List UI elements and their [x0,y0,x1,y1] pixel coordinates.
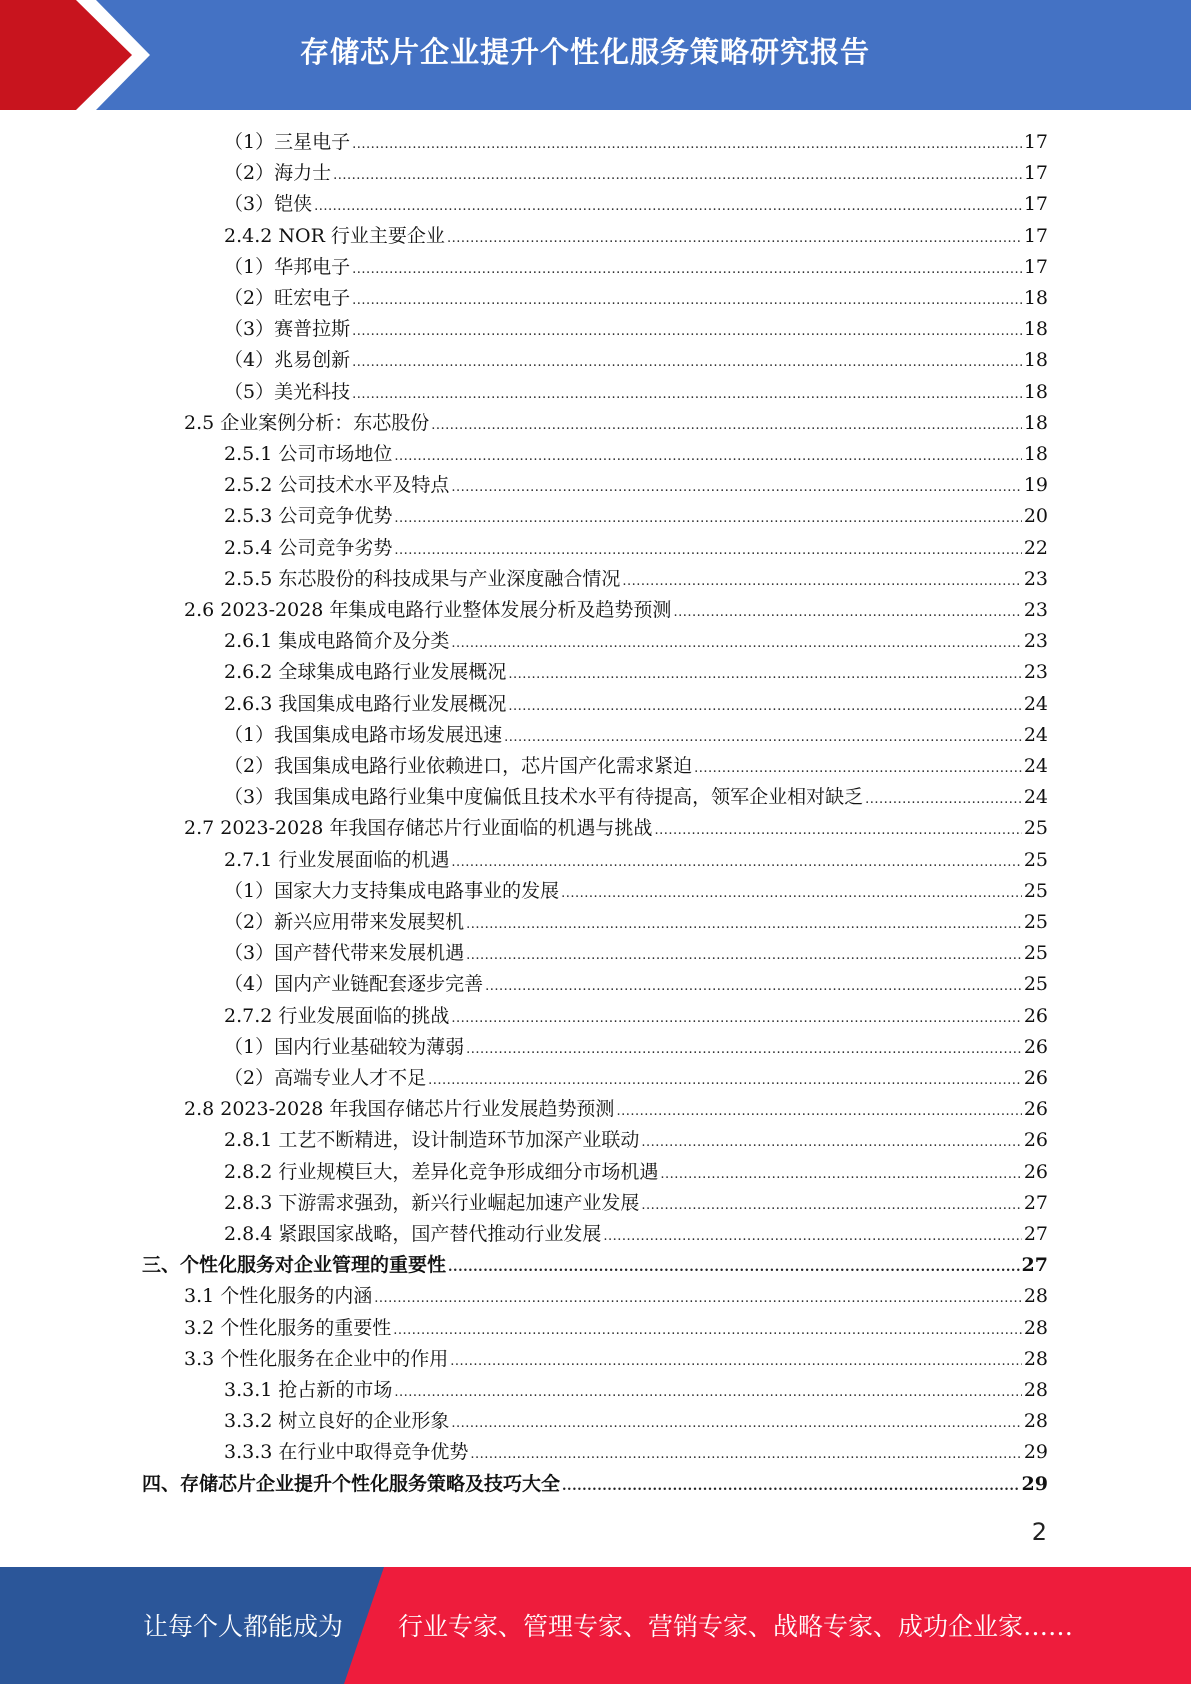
toc-entry-page: 18 [1023,318,1048,340]
toc-dot-leader [504,722,1022,753]
toc-entry[interactable] [224,501,1048,532]
toc-entry-page: 25 [1023,849,1048,871]
toc-entry-page: 29 [1023,1441,1048,1463]
toc-entry-page: 18 [1023,381,1048,403]
toc-entry-label: 3.3.3 在行业中取得竞争优势 [224,1441,469,1463]
toc-entry-page: 26 [1023,1161,1048,1183]
toc-entry-page: 24 [1023,755,1048,777]
toc-entry-label: （2）新兴应用带来发展契机 [224,911,465,933]
toc-dot-leader [654,815,1021,846]
toc-entry-label: （3）国产替代带来发展机遇 [224,942,465,964]
toc-entry-label: （2）我国集成电路行业依赖进口，芯片国产化需求紧迫 [224,755,693,777]
toc-dot-leader [660,1159,1021,1190]
toc-entry[interactable] [224,314,1048,345]
toc-entry-label: 2.4.2 NOR 行业主要企业 [224,225,445,247]
toc-dot-leader [352,316,1022,347]
toc-dot-leader [466,940,1022,971]
toc-entry-page: 27 [1023,1223,1048,1245]
toc-entry[interactable] [224,1406,1048,1437]
toc-entry[interactable] [224,439,1048,470]
toc-dot-leader [562,1471,1020,1502]
toc-dot-leader [694,753,1022,784]
toc-entry-page: 23 [1023,661,1048,683]
toc-dot-leader [622,566,1021,597]
toc-dot-leader [394,535,1021,566]
toc-entry[interactable] [224,1063,1048,1094]
toc-entry-page: 17 [1023,162,1048,184]
toc-entry-page: 18 [1023,287,1048,309]
toc-entry[interactable] [224,252,1048,283]
footer-slogan-left: 让每个人都能成为 [143,1612,344,1641]
toc-entry[interactable] [224,345,1048,376]
toc-entry[interactable] [184,595,1048,626]
toc-entry[interactable] [184,1094,1048,1125]
toc-entry-page: 27 [1021,1254,1048,1276]
toc-dot-leader [448,1252,1020,1283]
toc-entry[interactable] [224,1032,1048,1063]
toc-entry[interactable] [184,1344,1048,1375]
toc-entry-page: 28 [1023,1348,1048,1370]
toc-entry-label: 2.5.4 公司竞争劣势 [224,537,393,559]
toc-entry-page: 25 [1023,880,1048,902]
toc-dot-leader [314,191,1022,222]
toc-entry-page: 28 [1023,1317,1048,1339]
toc-entry[interactable] [224,689,1048,720]
toc-entry[interactable] [224,283,1048,314]
toc-entry-page: 24 [1023,724,1048,746]
toc-entry[interactable] [224,377,1048,408]
toc-entry-label: 2.5.1 公司市场地位 [224,443,393,465]
toc-entry[interactable] [224,751,1048,782]
toc-entry[interactable] [184,1281,1048,1312]
toc-entry[interactable] [184,1313,1048,1344]
toc-dot-leader [450,1346,1022,1377]
toc-dot-leader [451,847,1021,878]
toc-entry-label: 2.8.2 行业规模巨大，差异化竞争形成细分市场机遇 [224,1161,659,1183]
toc-entry[interactable] [224,221,1048,252]
toc-entry-page: 27 [1023,1192,1048,1214]
toc-dot-leader [451,472,1021,503]
toc-entry-page: 28 [1023,1379,1048,1401]
toc-entry-page: 26 [1023,1005,1048,1027]
toc-entry-page: 17 [1023,193,1048,215]
toc-dot-leader [374,1283,1022,1314]
toc-entry[interactable] [224,938,1048,969]
toc-dot-leader [603,1221,1021,1252]
toc-entry[interactable] [224,907,1048,938]
toc-dot-leader [451,1408,1021,1439]
toc-dot-leader [352,285,1022,316]
toc-entry-label: 2.7.2 行业发展面临的挑战 [224,1005,450,1027]
toc-dot-leader [393,1315,1022,1346]
toc-entry-page: 23 [1023,599,1048,621]
toc-entry-page: 18 [1023,349,1048,371]
toc-entry[interactable] [224,470,1048,501]
toc-entry-page: 17 [1023,131,1048,153]
toc-entry-page: 26 [1023,1129,1048,1151]
toc-entry-page: 26 [1023,1036,1048,1058]
toc-entry-label: （2）海力士 [224,162,332,184]
toc-entry-label: 3.2 个性化服务的重要性 [184,1317,392,1339]
toc-entry[interactable] [224,657,1048,688]
toc-entry-page: 28 [1023,1285,1048,1307]
toc-entry-label: （2）旺宏电子 [224,287,351,309]
toc-entry-label: 3.3.1 抢占新的市场 [224,1379,393,1401]
toc-entry-page: 20 [1023,505,1048,527]
toc-dot-leader [470,1439,1021,1470]
toc-entry-page: 24 [1023,693,1048,715]
page-footer [0,1567,1191,1684]
toc-entry-label: 三、个性化服务对企业管理的重要性 [142,1254,447,1276]
toc-dot-leader [641,1190,1021,1221]
toc-entry-page: 25 [1023,973,1048,995]
toc-entry[interactable] [224,1375,1048,1406]
toc-dot-leader [394,503,1021,534]
toc-entry-label: 2.8.4 紧跟国家战略，国产替代推动行业发展 [224,1223,602,1245]
toc-entry[interactable] [224,876,1048,907]
toc-entry-label: （1）三星电子 [224,131,351,153]
toc-entry-label: 2.6.3 我国集成电路行业发展概况 [224,693,507,715]
toc-entry-label: （5）美光科技 [224,381,351,403]
toc-entry[interactable] [224,626,1048,657]
toc-dot-leader [447,223,1022,254]
toc-dot-leader [561,878,1022,909]
toc-dot-leader [673,597,1021,628]
toc-dot-leader [352,347,1022,378]
toc-entry-label: 2.6.1 集成电路简介及分类 [224,630,450,652]
toc-entry-label: 四、存储芯片企业提升个性化服务策略及技巧大全 [142,1473,561,1495]
toc-entry[interactable] [224,969,1048,1000]
toc-entry[interactable] [184,408,1048,439]
page-number: 2 [1031,1518,1047,1546]
toc-entry-label: 2.5.3 公司竞争优势 [224,505,393,527]
toc-entry-page: 18 [1023,412,1048,434]
report-title: 存储芯片企业提升个性化服务策略研究报告 [300,35,871,69]
toc-entry-page: 23 [1023,568,1048,590]
toc-dot-leader [466,1034,1022,1065]
toc-entry-label: 2.7 2023-2028 年我国存储芯片行业面临的机遇与挑战 [184,817,653,839]
toc-entry-label: 2.6 2023-2028 年集成电路行业整体发展分析及趋势预测 [184,599,672,621]
toc-entry[interactable] [224,1001,1048,1032]
toc-entry-label: 2.7.1 行业发展面临的机遇 [224,849,450,871]
toc-entry-label: （1）我国集成电路市场发展迅速 [224,724,503,746]
toc-entry[interactable] [184,813,1048,844]
toc-entry-label: （4）国内产业链配套逐步完善 [224,973,484,995]
header-arrow-decoration [0,0,135,110]
toc-entry-page: 23 [1023,630,1048,652]
toc-entry[interactable] [224,720,1048,751]
toc-entry-label: 2.5 企业案例分析：东芯股份 [184,412,430,434]
toc-entry-label: 2.6.2 全球集成电路行业发展概况 [224,661,507,683]
toc-entry-label: 2.8 2023-2028 年我国存储芯片行业发展趋势预测 [184,1098,615,1120]
toc-dot-leader [431,410,1022,441]
toc-entry[interactable] [224,845,1048,876]
toc-entry[interactable] [142,1469,1048,1500]
toc-entry-label: 2.8.3 下游需求强劲，新兴行业崛起加速产业发展 [224,1192,640,1214]
toc-entry[interactable] [224,533,1048,564]
toc-entry-label: （1）国家大力支持集成电路事业的发展 [224,880,560,902]
toc-entry[interactable] [142,1250,1048,1281]
toc-entry-label: （4）兆易创新 [224,349,351,371]
toc-dot-leader [466,909,1022,940]
toc-entry-page: 26 [1023,1098,1048,1120]
toc-entry[interactable] [224,782,1048,813]
toc-dot-leader [865,784,1022,815]
toc-dot-leader [508,659,1021,690]
toc-dot-leader [394,441,1021,472]
toc-entry[interactable] [224,1219,1048,1250]
toc-dot-leader [485,971,1022,1002]
toc-entry-page: 24 [1023,786,1048,808]
toc-entry-label: 3.3 个性化服务在企业中的作用 [184,1348,449,1370]
toc-entry-page: 19 [1023,474,1048,496]
toc-entry-label: （3）赛普拉斯 [224,318,351,340]
toc-dot-leader [428,1065,1022,1096]
toc-entry-page: 25 [1023,817,1048,839]
toc-entry-page: 29 [1021,1473,1048,1495]
toc-entry-label: 3.1 个性化服务的内涵 [184,1285,373,1307]
toc-entry[interactable] [224,127,1048,158]
toc-entry-label: 2.8.1 工艺不断精进，设计制造环节加深产业联动 [224,1129,640,1151]
toc-entry-label: （2）高端专业人才不足 [224,1067,427,1089]
page-header [0,0,1191,110]
toc-entry[interactable] [224,158,1048,189]
toc-dot-leader [394,1377,1021,1408]
toc-entry-label: （3）我国集成电路行业集中度偏低且技术水平有待提高，领军企业相对缺乏 [224,786,864,808]
toc-entry-page: 25 [1023,942,1048,964]
toc-entry[interactable] [224,1157,1048,1188]
toc-entry-page: 17 [1023,256,1048,278]
toc-dot-leader [451,628,1021,659]
toc-entry-page: 18 [1023,443,1048,465]
toc-entry-label: 2.5.5 东芯股份的科技成果与产业深度融合情况 [224,568,621,590]
toc-entry-label: （1）国内行业基础较为薄弱 [224,1036,465,1058]
toc-dot-leader [333,160,1022,191]
toc-dot-leader [508,691,1021,722]
toc-entry[interactable] [224,1437,1048,1468]
toc-dot-leader [641,1127,1021,1158]
footer-slogan-right: 行业专家、管理专家、营销专家、战略专家、成功企业家…… [398,1612,1074,1641]
toc-entry[interactable] [224,1125,1048,1156]
toc-dot-leader [352,129,1022,160]
toc-dot-leader [616,1096,1021,1127]
toc-entry[interactable] [224,189,1048,220]
toc-entry-label: 3.3.2 树立良好的企业形象 [224,1410,450,1432]
toc-entry-label: （3）铠侠 [224,193,313,215]
toc-entry-label: 2.5.2 公司技术水平及特点 [224,474,450,496]
toc-entry-label: （1）华邦电子 [224,256,351,278]
toc-entry-page: 28 [1023,1410,1048,1432]
toc-entry-page: 25 [1023,911,1048,933]
toc-entry-page: 22 [1023,537,1048,559]
toc-dot-leader [451,1003,1021,1034]
toc-dot-leader [352,379,1022,410]
toc-entry-page: 26 [1023,1067,1048,1089]
toc-entry[interactable] [224,1188,1048,1219]
toc-entry-page: 17 [1023,225,1048,247]
toc-entry[interactable] [224,564,1048,595]
toc-dot-leader [352,254,1022,285]
